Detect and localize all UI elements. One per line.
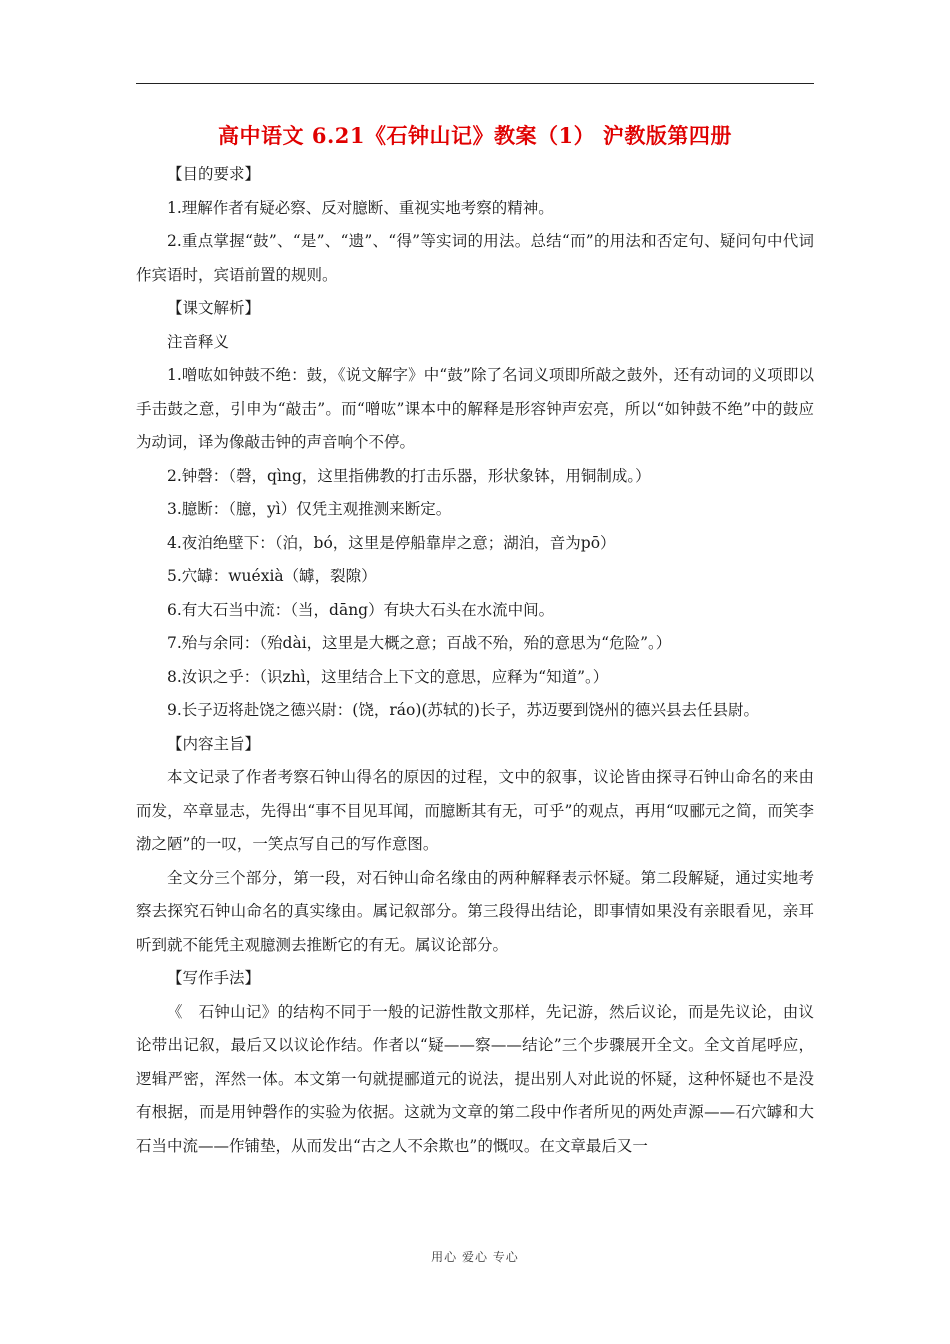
section-heading-theme: 【内容主旨】 [167, 734, 261, 753]
annotation-item: 8.汝识之乎：（识zhì，这里结合上下文的意思，应释为“知道”。） [167, 667, 609, 686]
document-title: 高中语文 6.21《石钟山记》教案（1） 沪教版第四册 [218, 123, 732, 148]
document-body [136, 158, 814, 1163]
annotation-item: 6.有大石当中流：（当，dāng）有块大石头在水流中间。 [167, 600, 555, 619]
section-heading-objectives: 【目的要求】 [167, 165, 261, 183]
section-heading-analysis: 【课文解析】 [167, 299, 261, 317]
technique-paragraph: 《 石钟山记》的结构不同于一般的记游性散文那样，先记游，然后议论，而是先议论，由议论带出记叙，最后又以议论作结。作者以“疑——察——结论”三个步骤展开全文。全文首尾呼应，逻辑严密，浑然一体。本文第一句就提郦道元的说法，提出别人对此说的怀疑，这种怀疑也不是没有根据，而是用钟磬作的实验为依据。这就为文章的第二段中作者所见的两处声源——石穴罅和大石当中流——作铺垫，从而发出“古之人不余欺也”的慨叹。在文章最后又一 [136, 1002, 814, 1155]
objective-item: 2.重点掌握“鼓”、“是”、“遗”、“得”等实词的用法。总结“而”的用法和否定句、疑问句中代词作宾语时，宾语前置的规则。 [136, 232, 814, 284]
annotation-item: 5.穴罅：wuéxià（罅，裂隙） [167, 567, 377, 585]
theme-paragraph: 全文分三个部分，第一段，对石钟山命名缘由的两种解释表示怀疑。第二段解疑，通过实地考察去探究石钟山命名的真实缘由。属记叙部分。第三段得出结论，即事情如果没有亲眼看见，亲耳听到就不能凭主观臆测去推断它的有无。属议论部分。 [136, 868, 814, 954]
annotation-item: 2.钟磬：（磬，qìng，这里指佛教的打击乐器，形状象钵，用铜制成。） [167, 466, 651, 485]
annotation-item: 1.噌吰如钟鼓不绝：鼓，《说文解字》中“鼓”除了名词义项即所敲之鼓外，还有动词的义项即以手击鼓之意，引申为“敲击”。而“噌吰”课本中的解释是形容钟声宏亮，所以“如钟鼓不绝”中的鼓应为动词，译为像敲击钟的声音响个不停。 [136, 366, 814, 451]
objective-item: 1.理解作者有疑必察、反对臆断、重视实地考察的精神。 [167, 198, 554, 217]
theme-paragraph: 本文记录了作者考察石钟山得名的原因的过程，文中的叙事，议论皆由探寻石钟山命名的来由而发，卒章显志，先得出“事不目见耳闻，而臆断其有无，可乎”的观点，再用“叹郦元之简，而笑李渤之陋”的一叹，一笑点写自己的写作意图。 [136, 768, 814, 853]
header-rule [136, 83, 814, 84]
page-footer: 用心 爱心 专心 [431, 1250, 519, 1264]
section-heading-technique: 【写作手法】 [167, 969, 261, 987]
subheading-pronunciation: 注音释义 [167, 332, 230, 351]
annotation-item: 4.夜泊绝壁下：（泊，bó，这里是停船靠岸之意；湖泊，音为pō） [167, 533, 616, 552]
annotation-item: 7.殆与余同：（殆dài，这里是大概之意；百战不殆，殆的意思为“危险”。） [167, 634, 672, 652]
annotation-item: 9.长子迈将赴饶之德兴尉：(饶，ráo)(苏轼的)长子，苏迈要到饶州的德兴县去任县尉。 [167, 701, 759, 719]
annotation-item: 3.臆断：（臆，yì）仅凭主观推测来断定。 [167, 500, 452, 518]
